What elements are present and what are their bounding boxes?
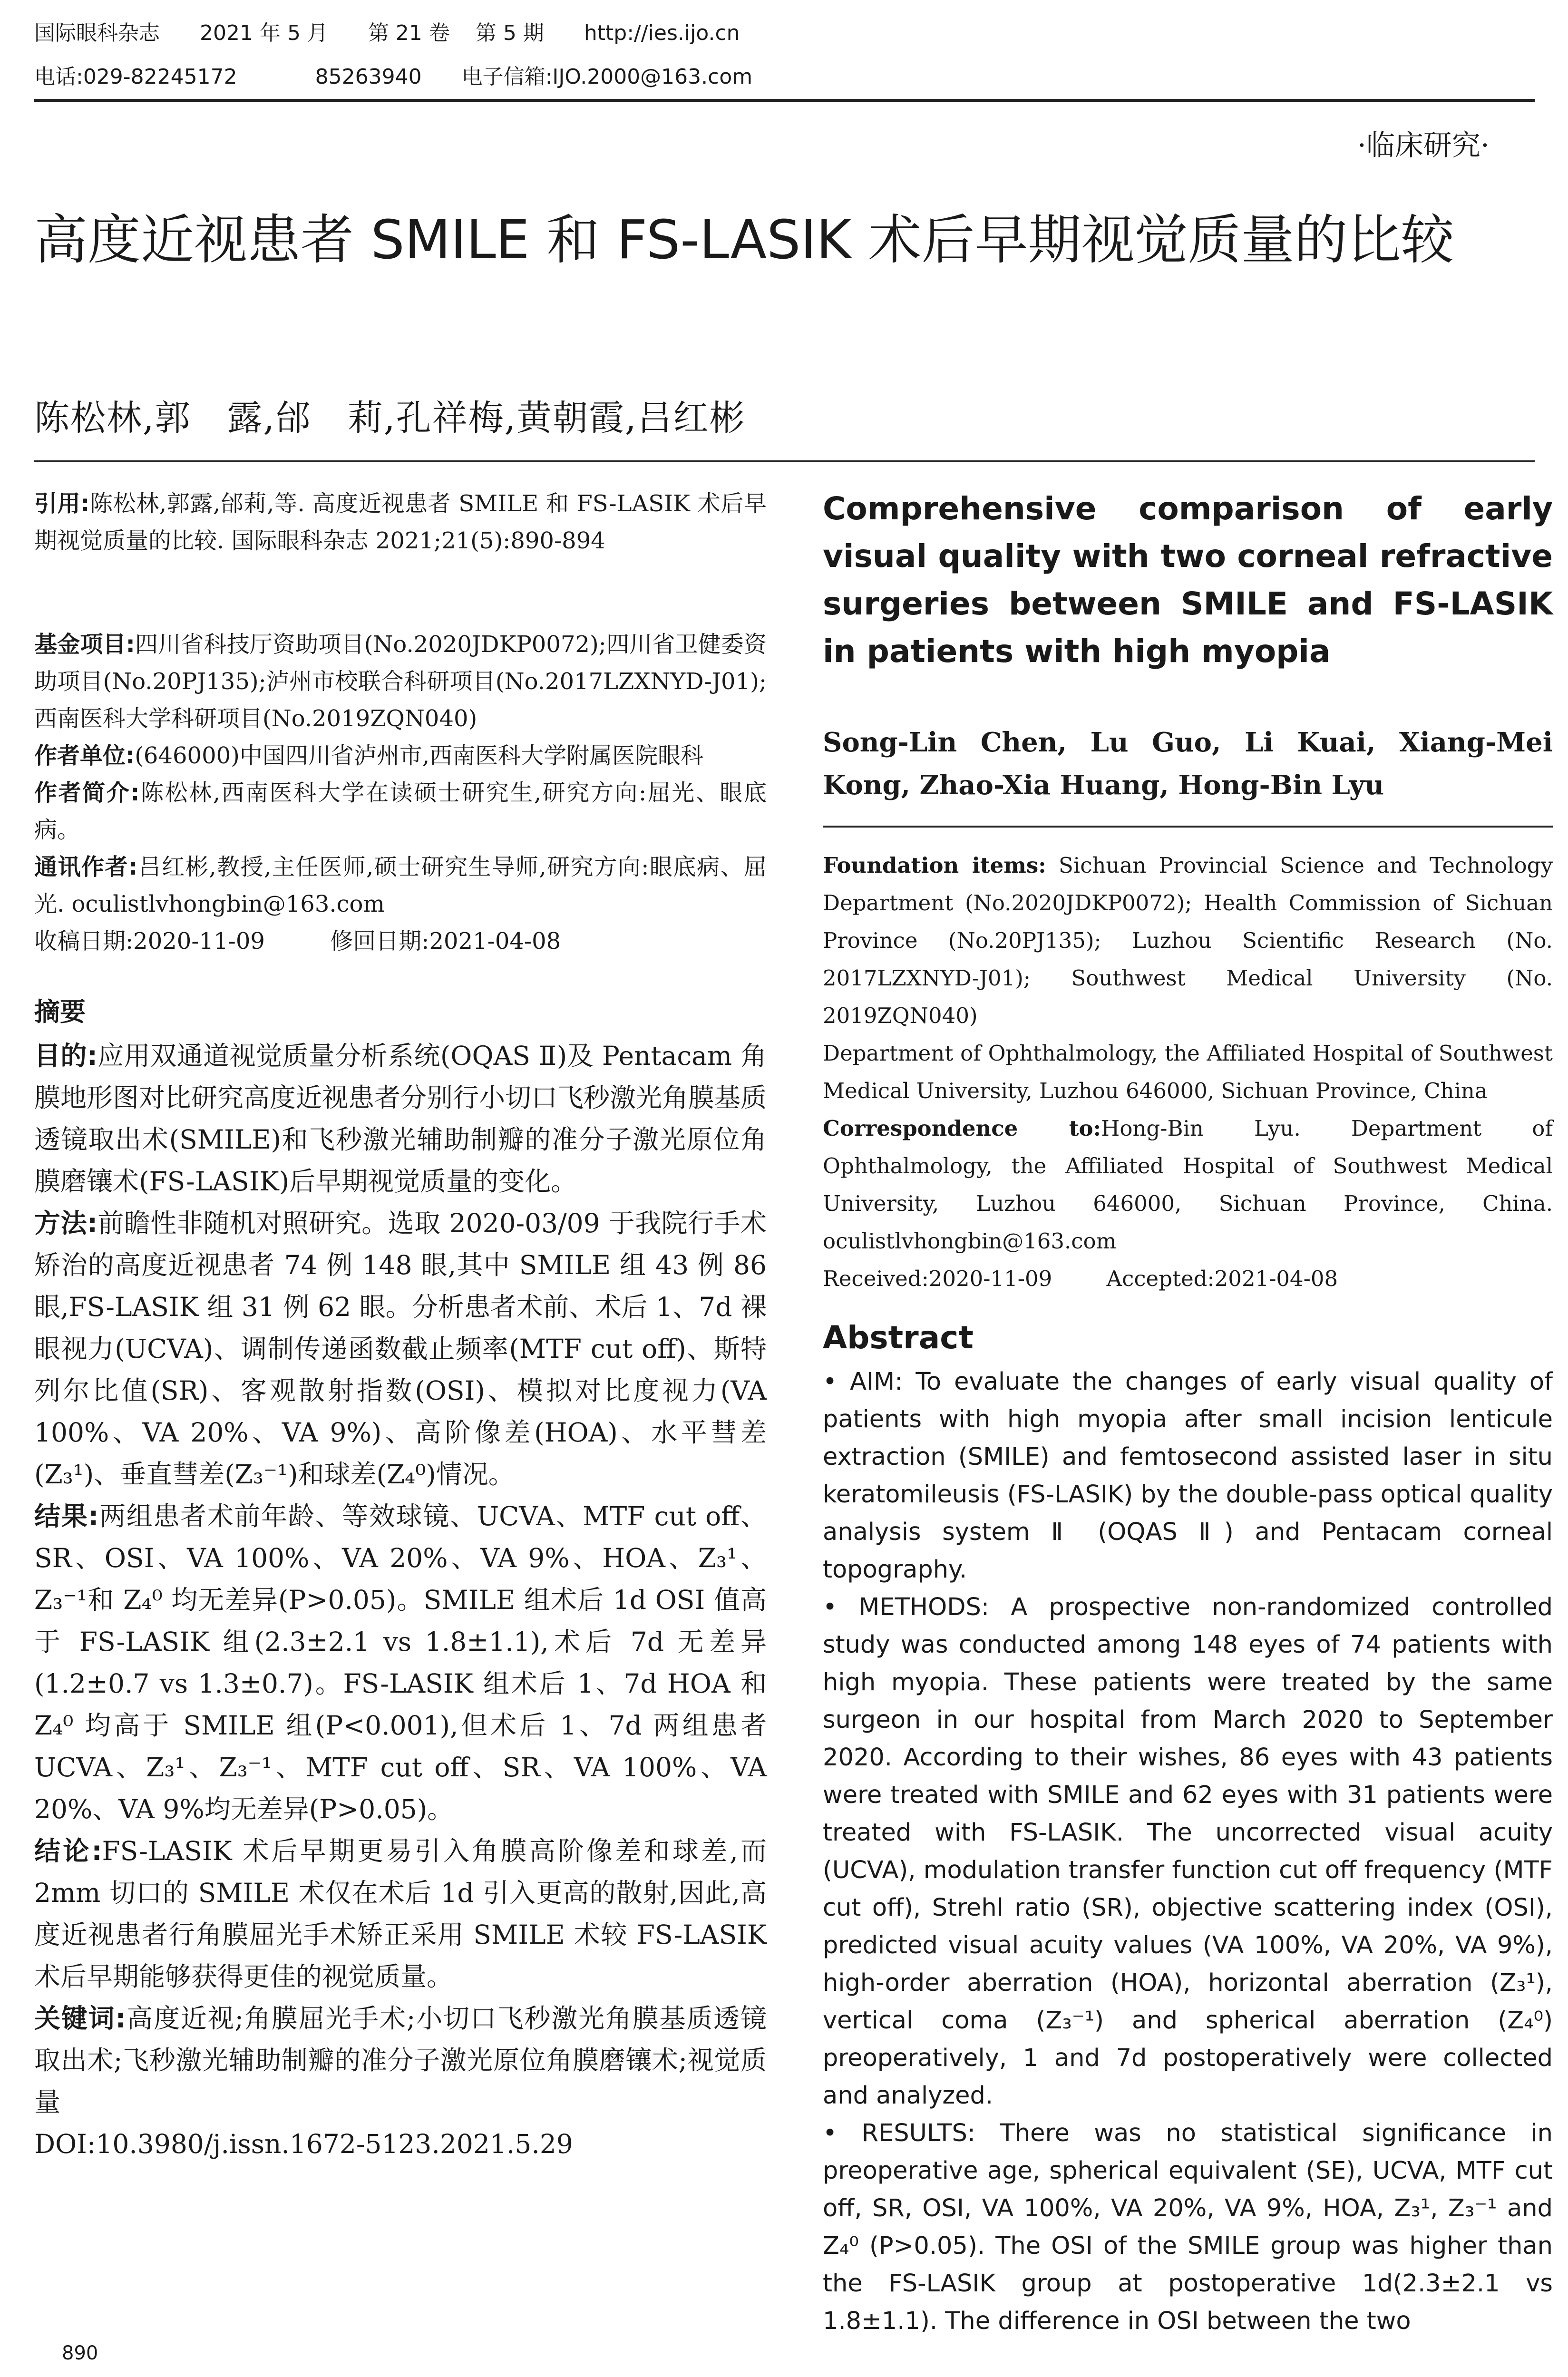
page-number: 890: [62, 2342, 98, 2364]
authors-cn: 陈松林,郭 露,邰 莉,孔祥梅,黄朝霞,吕红彬: [34, 398, 746, 438]
article-title-en: Comprehensive comparison of early visual quality with two corneal refractive surgeries between SMILE and FS-LASIK in patients with high myopia: [823, 490, 1553, 670]
issue-date: 2021 年 5 月: [200, 21, 328, 45]
running-header-line1: [34, 19, 773, 48]
header-rule: [34, 99, 1535, 102]
authors-rule: [823, 826, 1553, 828]
phone-2: 85263940: [315, 65, 422, 89]
email[interactable]: 电子信箱:IJO.2000@163.com: [461, 65, 753, 89]
authors-en: Song-Lin Chen, Lu Guo, Li Kuai, Xiang-Mei Kong, Zhao-Xia Huang, Hong-Bin Lyu: [823, 727, 1553, 801]
doi[interactable]: DOI:10.3980/j.issn.1672-5123.2021.5.29: [34, 2129, 573, 2159]
volume: 第 21 卷: [368, 21, 450, 45]
abstract-conclusion-cn: 结论:FS-LASIK 术后早期更易引入角膜高阶像差和球差,而 2mm 切口的 SMILE 术仅在术后 1d 引入更高的散射,因此,高度近视患者行角膜屈光手术矫正采用 SMILE 术较 FS-LASIK 术后早期能够获得更佳的视觉质量。: [34, 1836, 767, 1992]
department-en: Department of Ophthalmology, the Affiliated Hospital of Southwest Medical University, Luzhou 646000, Sichuan Province, China: [823, 1041, 1553, 1103]
foundation-en: Foundation items: Sichuan Provincial Science and Technology Department (No.2020JDKP0072); Health Commission of Sichuan Province (No.20PJ135); Luzhou Scientific Research (No. 2017LZXNYD-J01); Southwest Medical University (No. 2019ZQN040): [823, 853, 1553, 1028]
corresponding-author: 通讯作者:吕红彬,教授,主任医师,硕士研究生导师,研究方向:眼底病、屈光. oculistlvhongbin@163.com: [34, 854, 767, 917]
abstract-results-cn: 结果:两组患者术前年龄、等效球镜、UCVA、MTF cut off、SR、OSI、VA 100%、VA 20%、VA 9%、HOA、Z₃¹、Z₃⁻¹和 Z₄⁰ 均无差异(P>0.05)。SMILE 组术后 1d OSI 值高于 FS-LASIK 组(2.3±2.1 vs 1.8±1.1),术后 7d 无差异(1.2±0.7 vs 1.3±0.7)。FS-LASIK 组术后 1、7d HOA 和 Z₄⁰ 均高于 SMILE 组(P<0.001),但术后 1、7d 两组患者 UCVA、Z₃¹、Z₃⁻¹、MTF cut off、SR、VA 100%、VA 20%、VA 9%均无差异(P>0.05)。: [34, 1501, 767, 1824]
funding: 基金项目:四川省科技厅资助项目(No.2020JDKP0072);四川省卫健委资助项目(No.20PJ135);泸州市校联合科研项目(No.2017LZXNYD-J01);西南医科大学科研项目(No.2019ZQN040): [34, 631, 767, 732]
left-column: [34, 485, 767, 2165]
title-rule: [34, 460, 1535, 462]
abstract-results-en: • RESULTS: There was no statistical significance in preoperative age, spherical equivalent (SE), UCVA, MTF cut off, SR, OSI, VA 100%, VA 20%, VA 9%, HOA, Z₃¹, Z₃⁻¹ and Z₄⁰ (P>0.05). The OSI of the SMILE group was higher than the FS-LASIK group at postoperative 1d(2.3±2.1 vs 1.8±1.1). The difference in OSI between the two: [823, 2119, 1553, 2335]
abstract-methods-en: • METHODS: A prospective non-randomized controlled study was conducted among 148 eyes of 74 patients with high myopia. These patients were treated by the same surgeon in our hospital from March 2020 to September 2020. According to their wishes, 86 eyes with 43 patients were treated with SMILE and 62 eyes with 31 patients were treated with FS-LASIK. The uncorrected visual acuity (UCVA), modulation transfer function cut off frequency (MTF cut off), Strehl ratio (SR), objective scattering index (OSI), predicted visual acuity values (VA 100%, VA 20%, VA 9%), high-order aberration (HOA), horizontal aberration (Z₃¹), vertical coma (Z₃⁻¹) and spherical aberration (Z₄⁰) preoperatively, 1 and 7d postoperatively were collected and analyzed.: [823, 1593, 1553, 2110]
journal-url[interactable]: http://ies.ijo.cn: [584, 21, 740, 45]
running-header-line2: [34, 63, 786, 91]
keywords-cn: 关键词:高度近视;角膜屈光手术;小切口飞秒激光角膜基质透镜取出术;飞秒激光辅助制瓣的准分子激光原位角膜磨镶术;视觉质量: [34, 2003, 767, 2117]
article-title-cn: 高度近视患者 SMILE 和 FS-LASIK 术后早期视觉质量的比较: [34, 209, 1454, 271]
affiliation: 作者单位:(646000)中国四川省泸州市,西南医科大学附属医院眼科: [34, 742, 704, 769]
correspondence-en: Correspondence to:Hong-Bin Lyu. Department of Ophthalmology, the Affiliated Hospital of Southwest Medical University, Luzhou 646000, Sichuan Province, China. oculistlvhongbin@163.com: [823, 1116, 1553, 1254]
dates-en: Received:2020-11-09 Accepted:2021-04-08: [823, 1266, 1338, 1291]
section-tag: ·临床研究·: [1357, 129, 1490, 162]
phone: 电话:029-82245172: [34, 65, 237, 89]
citation: 引用:陈松林,郭露,邰莉,等. 高度近视患者 SMILE 和 FS-LASIK 术后早期视觉质量的比较. 国际眼科杂志 2021;21(5):890-894: [34, 490, 767, 554]
abstract-heading-en: Abstract: [823, 1319, 974, 1356]
abstract-heading-cn: 摘要: [34, 997, 86, 1027]
journal-name: 国际眼科杂志: [34, 21, 160, 45]
right-column: [823, 485, 1553, 2340]
abstract-methods-cn: 方法:前瞻性非随机对照研究。选取 2020-03/09 于我院行手术矫治的高度近视患者 74 例 148 眼,其中 SMILE 组 43 例 86 眼,FS-LASIK 组 31 例 62 眼。分析患者术前、术后 1、7d 裸眼视力(UCVA)、调制传递函数截止频率(MTF cut off)、斯特列尔比值(SR)、客观散射指数(OSI)、模拟对比度视力(VA 100%、VA 20%、VA 9%)、高阶像差(HOA)、水平彗差(Z₃¹)、垂直彗差(Z₃⁻¹)和球差(Z₄⁰)情况。: [34, 1208, 767, 1490]
author-bio: 作者简介:陈松林,西南医科大学在读硕士研究生,研究方向:屈光、眼底病。: [34, 779, 767, 843]
abstract-aim-en: • AIM: To evaluate the changes of early visual quality of patients with high myopia after small incision lenticule extraction (SMILE) and femtosecond assisted laser in situ keratomileusis (FS-LASIK) by the double-pass optical quality analysis system Ⅱ (OQAS Ⅱ) and Pentacam corneal topography.: [823, 1368, 1553, 1584]
issue-number: 第 5 期: [475, 21, 544, 45]
abstract-aim-cn: 目的:应用双通道视觉质量分析系统(OQAS Ⅱ)及 Pentacam 角膜地形图对比研究高度近视患者分别行小切口飞秒激光角膜基质透镜取出术(SMILE)和飞秒激光辅助制瓣的准分子激光原位角膜磨镶术(FS-LASIK)后早期视觉质量的变化。: [34, 1041, 767, 1197]
dates: 收稿日期:2020-11-09 修回日期:2021-04-08: [34, 928, 561, 955]
